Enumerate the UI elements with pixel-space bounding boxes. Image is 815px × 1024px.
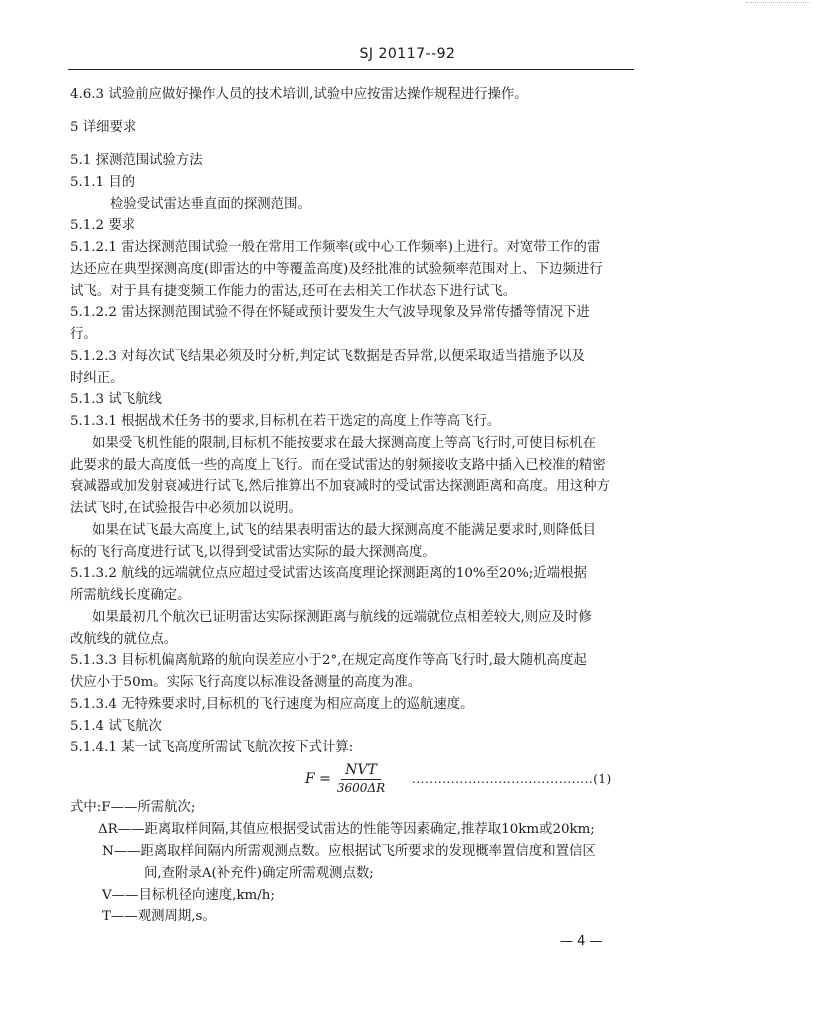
equation-number: (1): [593, 772, 612, 786]
text-line: 法试飞时,在试验报告中必须加以说明。: [70, 501, 302, 516]
definition-line: N——距离取样间隔内所需观测点数。应根据试飞所要求的发现概率置信度和置信区: [102, 844, 596, 859]
text-line: 5.1.3.2 航线的远端就位点应超过受试雷达该高度理论探测距离的10%至20%;近端根据: [70, 566, 587, 581]
text-line: 如果在试飞最大高度上,试飞的结果表明雷达的最大探测高度不能满足要求时,则降低目: [92, 523, 596, 538]
text-line: 行。: [70, 327, 97, 342]
equation-denominator: 3600ΔR: [336, 781, 386, 795]
text-line: 5.1.2.2 雷达探测范围试验不得在怀疑或预计要发生大气波导现象及异常传播等情况下进: [70, 305, 590, 320]
text-line: 试飞。对于具有捷变频工作能力的雷达,还可在去相关工作状态下进行试飞。: [70, 284, 517, 299]
section-heading: 5 详细要求: [70, 120, 137, 135]
text-line: 5.1.3.1 根据战术任务书的要求,目标机在若干选定的高度上作等高飞行。: [70, 414, 501, 429]
definition-line: 式中:F——所需航次;: [70, 800, 196, 815]
definition-line: V——目标机径向速度,km/h;: [102, 888, 275, 903]
text-line: 所需航线长度确定。: [70, 588, 191, 603]
header-rule: [68, 69, 634, 70]
text-line: 5.1.2.3 对每次试飞结果必须及时分析,判定试飞数据是否异常,以便采取适当措施予以及: [70, 349, 585, 364]
equation: [305, 761, 385, 796]
text-line: 达还应在典型探测高度(即雷达的中等覆盖高度)及经批准的试验频率范围对上、下边频进行: [70, 262, 603, 277]
definition-line: 间,查附录A(补充件)确定所需观测点数;: [144, 866, 374, 881]
text-line: 标的飞行高度进行试飞,以得到受试雷达实际的最大探测高度。: [70, 545, 436, 560]
equation-fraction: [337, 761, 385, 796]
text-line: 5.1.3.3 目标机偏离航路的航向误差应小于2°,在规定高度作等高飞行时,最大随机高度起: [70, 653, 587, 668]
standard-number-header: SJ 20117--92: [359, 46, 456, 62]
text-line: 检验受试雷达垂直面的探测范围。: [110, 197, 311, 212]
section-heading: 5.1.4 试飞航次: [70, 719, 162, 734]
text-line: 如果最初几个航次已证明雷达实际探测距离与航线的远端就位点相差较大,则应及时修: [92, 610, 592, 625]
leader-dots: ..........................................: [412, 772, 594, 786]
text-line: 如果受飞机性能的限制,目标机不能按要求在最大探测高度上等高飞行时,可使目标机在: [92, 436, 596, 451]
scan-corner-mark: [746, 2, 810, 6]
text-line: 5.1.2.1 雷达探测范围试验一般在常用工作频率(或中心工作频率)上进行。对宽带工作的雷: [70, 240, 601, 255]
text-line: 时纠正。: [70, 371, 124, 386]
definition-line: T——观测周期,s。: [102, 909, 216, 924]
text-line: 5.1.3.4 无特殊要求时,目标机的飞行速度为相应高度上的巡航速度。: [70, 697, 474, 712]
text-line: 伏应小于50m。实际飞行高度以标准设备测量的高度为准。: [70, 675, 422, 690]
section-heading: 5.1.3 试飞航线: [70, 392, 162, 407]
equation-leader-dots: [412, 772, 630, 786]
section-heading: 5.1.1 目的: [70, 175, 136, 190]
text-line: 衰减器或加发射衰减进行试飞,然后推算出不加衰减时的受试雷达探测距离和高度。用这种方: [70, 479, 610, 494]
text-line: 4.6.3 试验前应做好操作人员的技术培训,试验中应按雷达操作规程进行操作。: [70, 87, 528, 102]
section-heading: 5.1.2 要求: [70, 218, 136, 233]
page-number: — 4 —: [560, 934, 603, 949]
text-line: 改航线的就位点。: [70, 632, 178, 647]
text-line: 5.1.4.1 某一试飞高度所需试飞航次按下式计算:: [70, 740, 354, 755]
equation-lhs: F =: [305, 770, 331, 787]
definition-line: ΔR——距离取样间隔,其值应根据受试雷达的性能等因素确定,推荐取10km或20km;: [98, 822, 595, 837]
text-line: 此要求的最大高度低一些的高度上飞行。而在受试雷达的射频接收支路中插入已校准的精密: [70, 458, 606, 473]
equation-numerator: NVT: [341, 761, 381, 780]
section-heading: 5.1 探测范围试验方法: [70, 153, 203, 168]
